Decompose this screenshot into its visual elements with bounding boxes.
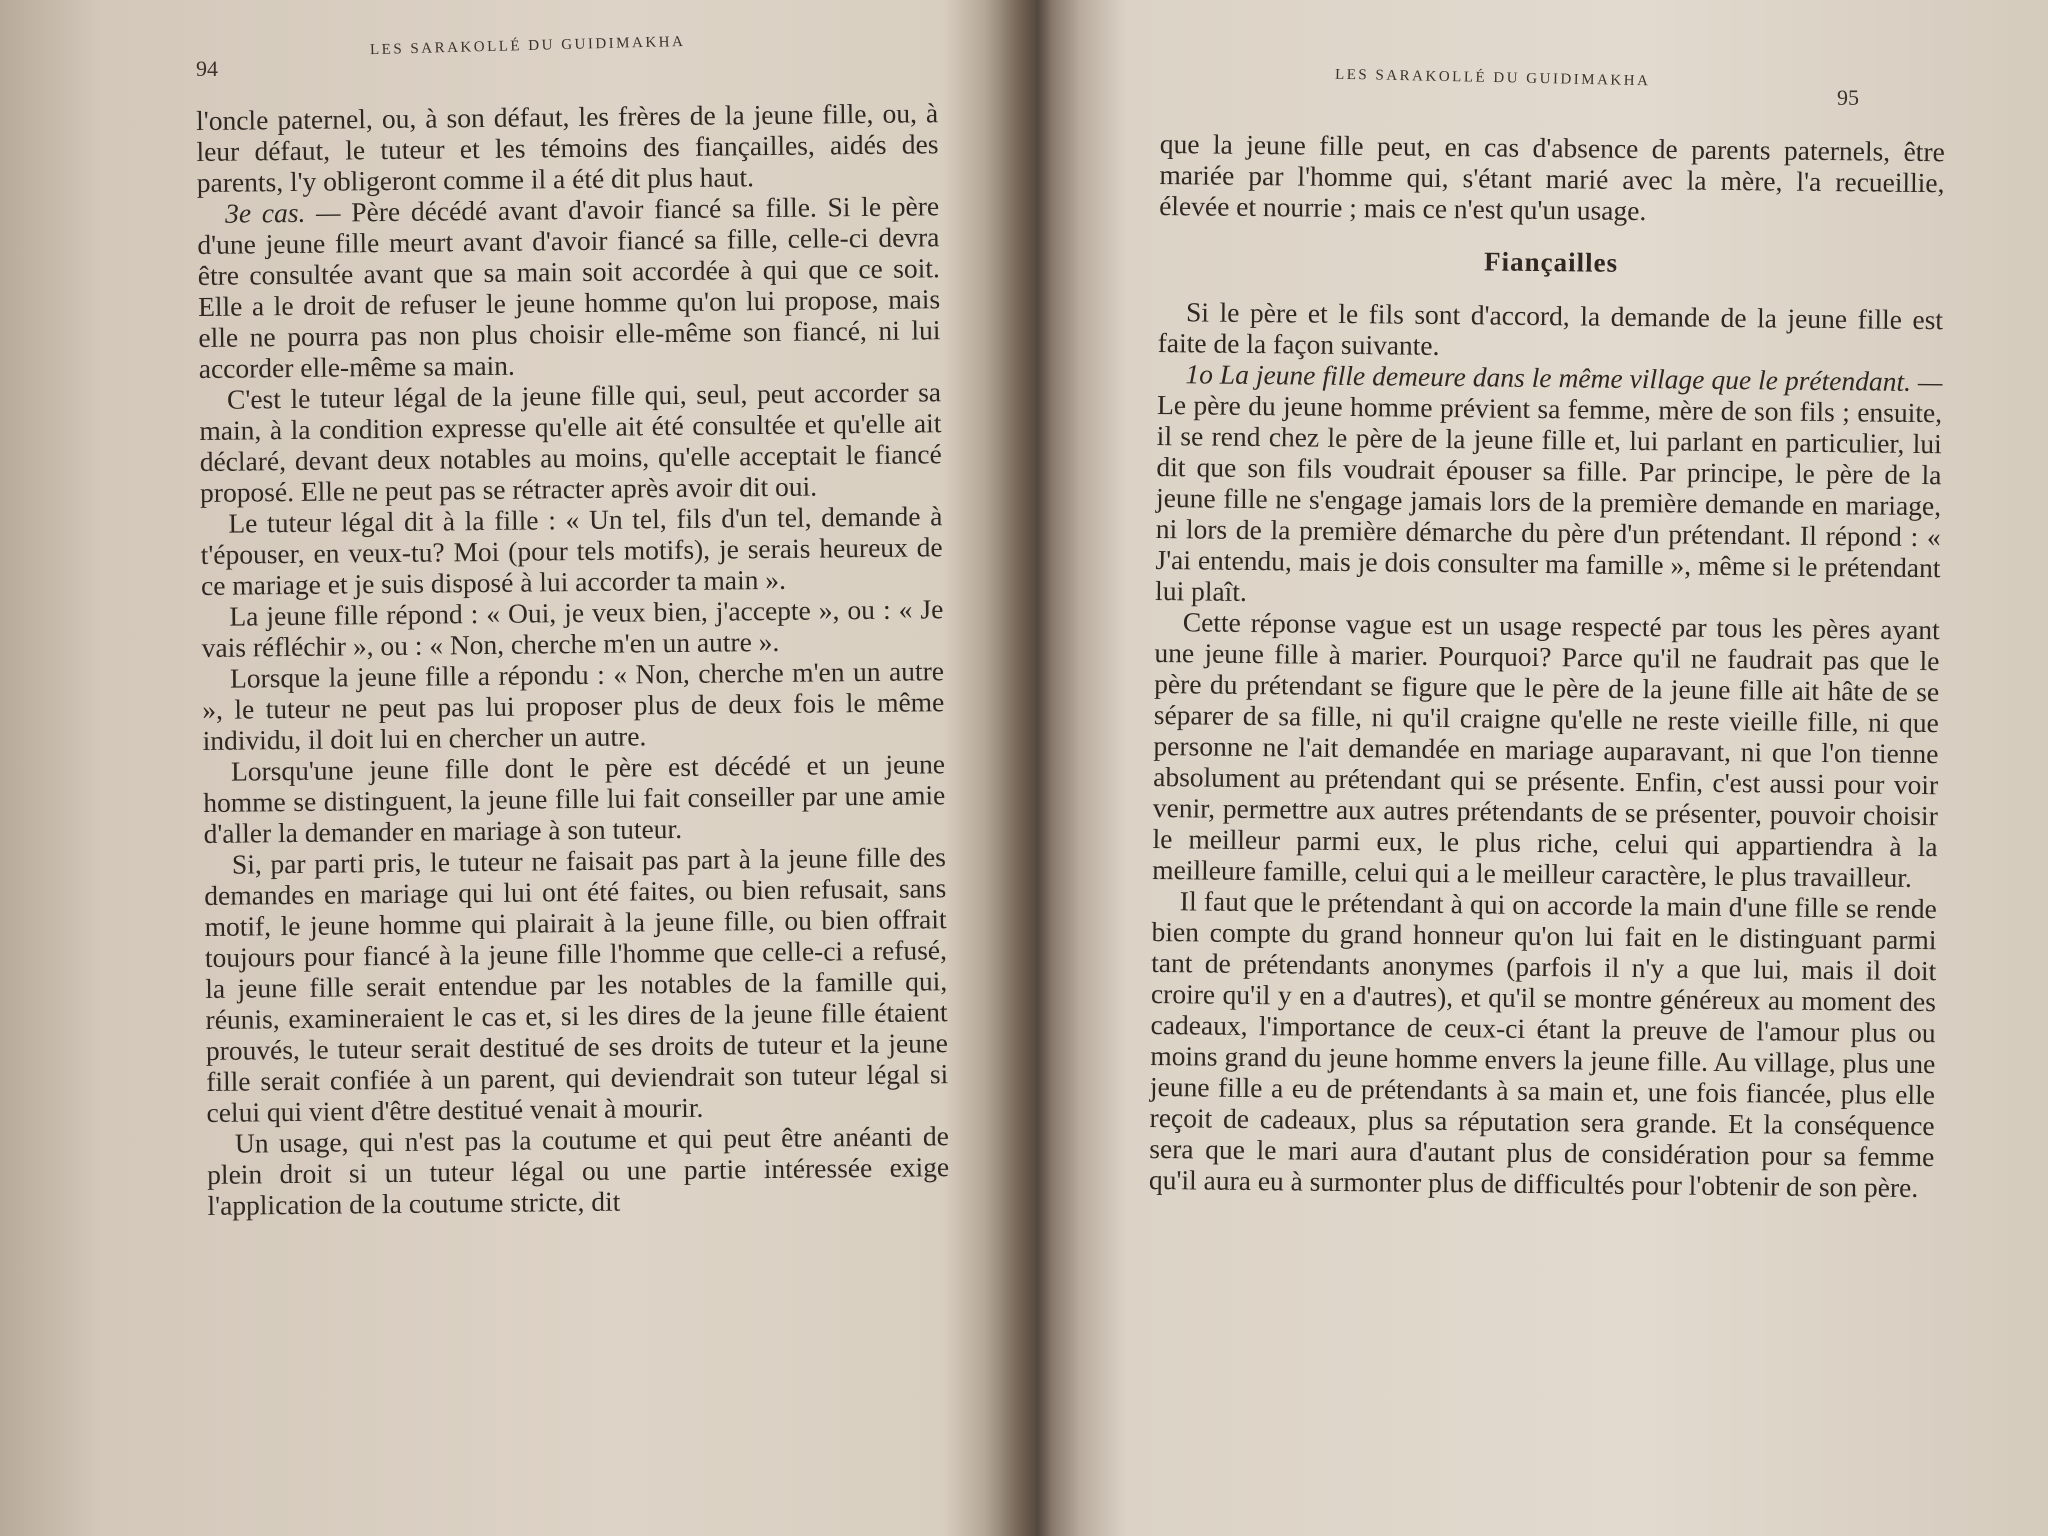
paragraph: Le tuteur légal dit à la fille : « Un tel, fils d'un tel, demande à t'épouser, en veux-tu? Moi (pour tels motifs), je serais heureux de ce mariage et je suis disposé à lui accorder ta main ». [200, 500, 943, 601]
paragraph-text: Père décédé avant d'avoir fiancé sa fille. Si le père d'une jeune fille meurt avant d'avoir fiancé sa fille, celle-ci devra être consultée avant que sa main soit accordée à qui que ce soit. Elle a le droit de refuser le jeune homme qu'on lui propose, mais elle ne pourra pas non plus choisir elle-même son fiancé, ni lui accorder elle-même sa main. [197, 190, 941, 384]
paragraph: l'oncle paternel, ou, à son défaut, les frères de la jeune fille, ou, à leur défaut, le tuteur et les témoins des fiançailles, aidés des parents, l'y obligeront comme il a été dit plus haut. [196, 97, 939, 198]
paragraph: que la jeune fille peut, en cas d'absence de parents paternels, être mariée par l'homme qui, s'étant marié avec la mère, l'a recueillie, élevée et nourrie ; mais ce n'est qu'un usage. [1159, 128, 1945, 227]
left-page-text [196, 97, 950, 1221]
paragraph-text: Le père du jeune homme prévient sa femme, mère de son fils ; ensuite, il se rend chez le père de la jeune fille et, lui parlant en particulier, lui dit que son fils voudrait épouser sa fille. Par principe, le père de la jeune fille ne s'engage jamais lors de la première demande en mariage, ni lors de la première démarche du père d'un prétendant. Il répond : « J'ai entendu, mais je dois consulter ma famille », même si le prétendant lui plaît. [1154, 388, 1943, 607]
running-head-left: LES SARAKOLLÉ DU GUIDIMAKHA [369, 33, 686, 59]
left-page [0, 0, 1000, 1536]
page-number-right: 95 [1837, 85, 1859, 110]
right-page-text [1149, 128, 1945, 1203]
paragraph: Si, par parti pris, le tuteur ne faisait pas part à la jeune fille des demandes en mariage qui lui ont été faites, ou bien refusait, sans motif, le jeune homme qui plairait à la jeune fille, ou bien offrait toujours pour fiancé à la jeune fille l'homme que celle-ci a refusé, la jeune fille serait entendue par les notables de la famille qui, réunis, examineraient le cas et, si les dires de la jeune fille étaient prouvés, le tuteur serait destitué de ses droits de tuteur et la jeune fille serait confiée à un parent, qui deviendrait son tuteur légal si celui qui vient d'être destitué venait à mourir. [204, 841, 949, 1128]
book-gutter [985, 0, 1080, 1536]
paragraph: Lorsque la jeune fille a répondu : « Non, cherche m'en un autre », le tuteur ne peut pas lui proposer plus de deux fois le même individu, il doit lui en chercher un autre. [202, 655, 945, 756]
paragraph: Cette réponse vague est un usage respecté par tous les pères ayant une jeune fille à marier. Pourquoi? Parce qu'il ne faudrait pas que le père du prétendant se figure que le père de la jeune fille ait hâte de se séparer de sa fille, ni qu'il craigne qu'elle ne reste vieille fille, ni que personne ne l'ait demandée en mariage auparavant, ni que l'on tienne absolument au prétendant qui se présente. Enfin, c'est aussi pour voir venir, permettre aux autres prétendants de se présenter, pouvoir choisir le meilleur parmi eux, le plus riche, celui qui appartiendra à la meilleure famille, celui qui a le meilleur caractère, le plus travailleur. [1152, 606, 1940, 893]
paragraph: La jeune fille répond : « Oui, je veux bien, j'accepte », ou : « Je vais réfléchir », ou : « Non, cherche m'en un autre ». [201, 593, 944, 663]
paragraph: Si le père et le fils sont d'accord, la demande de la jeune fille est faite de la façon suivante. [1157, 296, 1944, 361]
section-title: Fiançailles [1483, 246, 1619, 278]
case-label: 3e cas. — [224, 196, 341, 229]
paragraph: C'est le tuteur légal de la jeune fille qui, seul, peut accorder sa main, à la condition expresse qu'elle ait été consultée et qu'elle ait déclaré, devant deux notables au moins, qu'elle acceptait le fiancé proposé. Elle ne peut pas se rétracter après avoir dit oui. [199, 376, 942, 508]
paragraph [1155, 358, 1943, 614]
right-page [1070, 0, 2048, 1536]
paragraph: Un usage, qui n'est pas la coutume et qui peut être anéanti de plein droit si un tuteur légal ou une partie intéressée exige l'application de la coutume stricte, dit [207, 1120, 950, 1221]
subcase-label: 1o La jeune fille demeure dans le même village que le prétendant. — [1185, 358, 1943, 398]
paragraph: Lorsqu'une jeune fille dont le père est décédé et un jeune homme se distinguent, la jeune fille lui fait conseiller par une amie d'aller la demander en mariage à son tuteur. [203, 748, 946, 849]
paragraph [197, 190, 941, 384]
running-head-right: LES SARAKOLLÉ DU GUIDIMAKHA [1334, 66, 1651, 90]
page-number-left: 94 [196, 56, 218, 81]
paragraph: Il faut que le prétendant à qui on accorde la main d'une fille se rende bien compte du grand honneur qu'on lui fait en le distinguant parmi tant de prétendants anonymes (parfois il n'y a que lui, mais il doit croire qu'il y en a d'autres), et qu'il se montre généreux au moment des cadeaux, l'importance de ceux-ci étant la preuve de l'amour plus ou moins grand du jeune homme envers la jeune fille. Au village, plus une jeune fille a eu de prétendants à sa main et, une fois fiancée, plus elle reçoit de cadeaux, plus sa réputation sera grande. Et la conséquence sera que le mari aura d'autant plus de considération pour sa femme qu'il aura eu à surmonter plus de difficultés pour l'obtenir de son père. [1148, 885, 1938, 1203]
